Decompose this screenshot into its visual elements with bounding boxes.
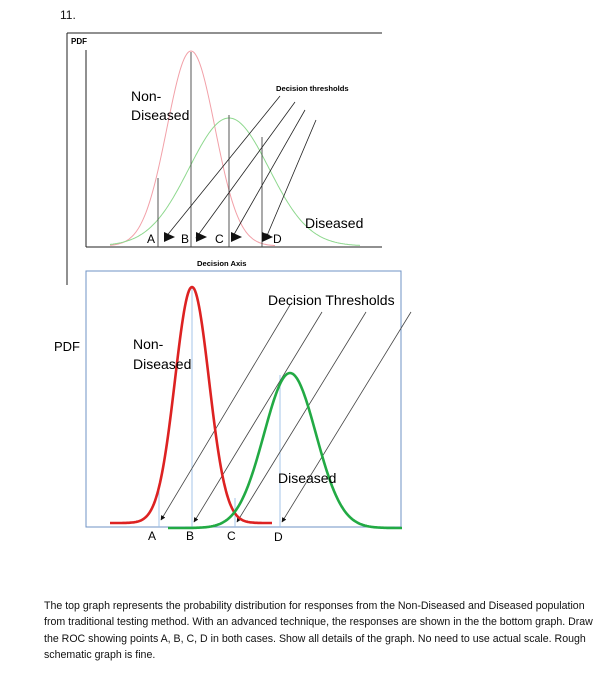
- bottom-point-label-a: A: [148, 529, 157, 543]
- bottom-point-label-d: D: [274, 530, 283, 544]
- top-non-diseased-curve: [110, 51, 275, 246]
- top-graph: [67, 33, 382, 285]
- top-point-label-b: B: [181, 232, 190, 246]
- top-point-arrowhead-c: [231, 232, 242, 242]
- top-non-diseased-label-1: Non-: [131, 88, 162, 104]
- bottom-graph: [54, 271, 411, 544]
- bottom-thresholds-label: Decision Thresholds: [268, 292, 395, 308]
- question-number: 11.: [60, 8, 76, 22]
- bottom-pdf-label: PDF: [54, 339, 80, 354]
- top-thresholds-label: Decision thresholds: [276, 84, 349, 93]
- top-pdf-label: PDF: [71, 37, 87, 46]
- bottom-non-diseased-label-1: Non-: [133, 336, 164, 352]
- question-caption: The top graph represents the probability distribution for responses from the Non-Diseased and Diseased population from traditional testing method. With an advanced technique, the responses are shown in the the bottom graph. Draw the ROC showing points A, B, C, D in both cases. Show all details of the graph. No need to use actual scale. Rough schematic graph is fine.: [44, 600, 593, 662]
- bottom-non-diseased-label-2: Diseased: [133, 356, 192, 372]
- bottom-diseased-label: Diseased: [278, 470, 337, 486]
- top-x-axis-label: Decision Axis: [197, 259, 247, 268]
- top-non-diseased-label-2: Diseased: [131, 107, 190, 123]
- top-point-label-c: C: [215, 232, 224, 246]
- bottom-frame: [86, 271, 401, 527]
- top-point-arrowhead-b: [196, 232, 207, 242]
- top-diseased-label: Diseased: [305, 215, 364, 231]
- top-point-arrowhead-a: [164, 232, 175, 242]
- top-point-label-d: D: [273, 232, 282, 246]
- top-threshold-arrow-b: [196, 102, 295, 238]
- top-point-label-a: A: [147, 232, 156, 246]
- bottom-point-label-c: C: [227, 529, 236, 543]
- bottom-point-label-b: B: [186, 529, 195, 543]
